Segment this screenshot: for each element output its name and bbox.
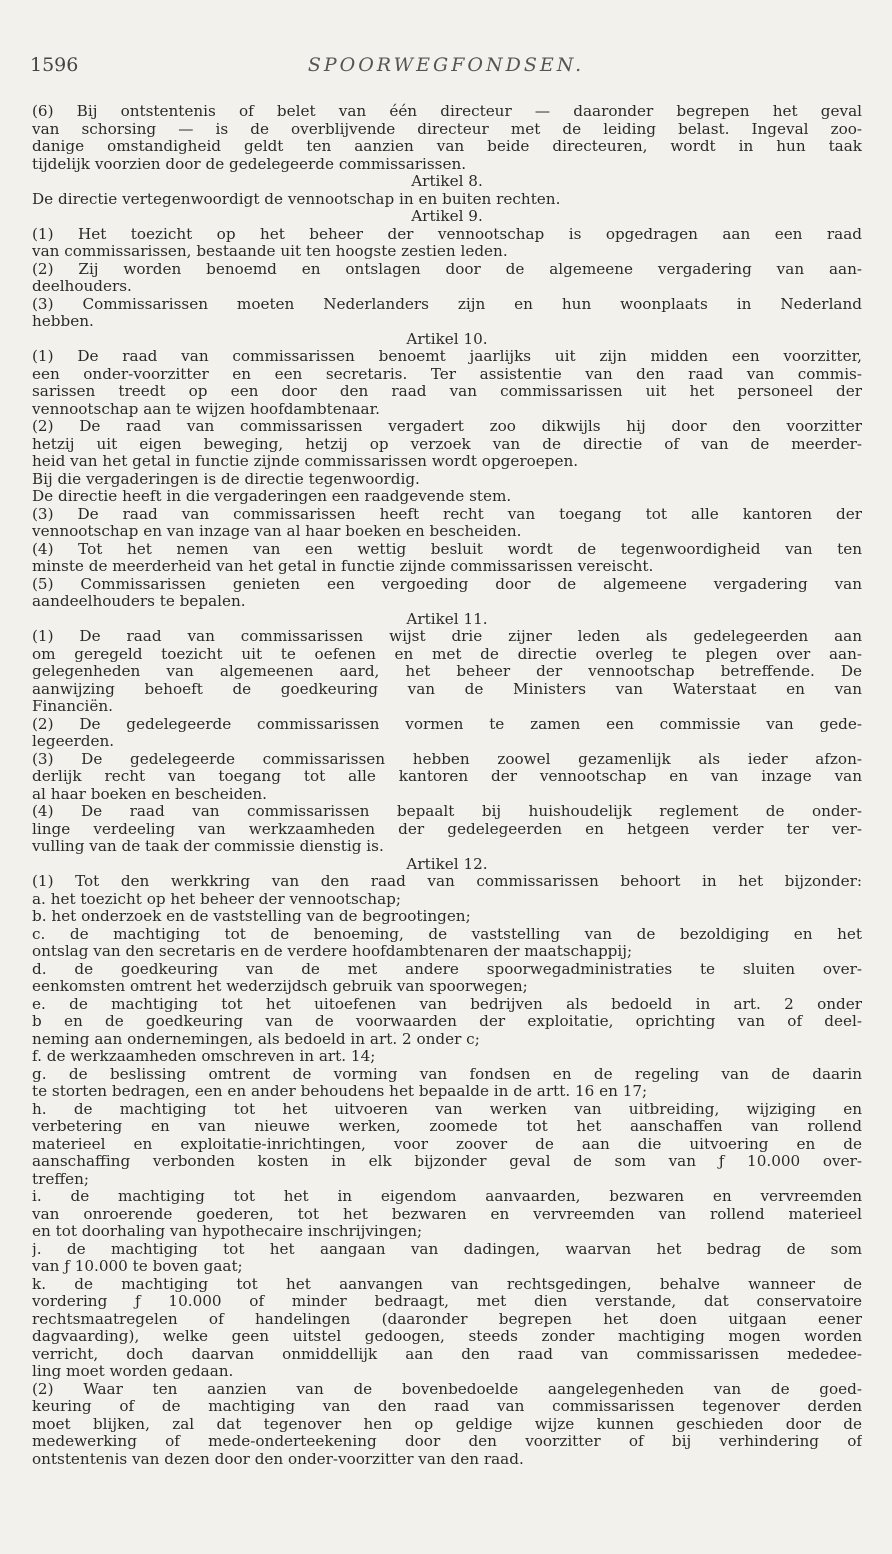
text-line: Bij die vergaderingen is de directie tegenwoordig. xyxy=(32,470,420,488)
text-line: vulling van de taak der commissie dienstig is. xyxy=(32,838,384,855)
text-line: verricht, doch daarvan onmiddellijk aan den raad van commissarissen mededee- xyxy=(32,1345,862,1363)
text-line: te storten bedragen, een en ander behoudens het bepaalde in de artt. 16 en 17; xyxy=(32,1083,648,1100)
text-line: Financiën. xyxy=(32,698,113,715)
running-title: SPOORWEGFONDSEN. xyxy=(307,54,585,76)
text-line: legeerden. xyxy=(32,733,115,750)
article-heading: Artikel 8. xyxy=(411,173,483,190)
text-line: treffen; xyxy=(32,1170,90,1188)
text-line: vennootschap en van inzage van al haar boeken en bescheiden. xyxy=(32,523,522,540)
text-line: van schorsing — is de overblijvende directeur met de leiding belast. Ingeval zoo- xyxy=(32,120,862,138)
page-header xyxy=(30,54,862,84)
text-line: verbetering en van nieuwe werken, zoomede tot het aanschaffen van rollend xyxy=(32,1118,862,1135)
text-line: een onder-voorzitter en een secretaris. Ter assistentie van den raad van commis- xyxy=(32,365,862,383)
text-line: h. de machtiging tot het uitvoeren van werken van uitbreiding, wijziging en xyxy=(32,1100,862,1118)
text-line: (1) Tot den werkkring van den raad van commissarissen behoort in het bijzonder: xyxy=(32,873,862,890)
text-line: al haar boeken en bescheiden. xyxy=(32,785,267,803)
text-line: dagvaarding), welke geen uitstel gedoogen, steeds zonder machtiging mogen worden xyxy=(32,1328,862,1345)
text-line: (2) De raad van commissarissen vergadert zoo dikwijls hij door den voorzitter xyxy=(32,418,862,435)
text-line: ontstentenis van dezen door den onder-voorzitter van den raad. xyxy=(32,1450,524,1468)
text-line: (3) De raad van commissarissen heeft recht van toegang tot alle kantoren der xyxy=(32,505,862,523)
article-heading: Artikel 11. xyxy=(406,610,488,628)
text-line: minste de meerderheid van het getal in functie zijnde commissarissen vereischt. xyxy=(32,558,654,575)
text-line: (3) De gedelegeerde commissarissen hebben zoowel gezamenlijk als ieder afzon- xyxy=(32,750,862,768)
text-line: ling moet worden gedaan. xyxy=(32,1363,234,1380)
text-line: (6) Bij ontstentenis of belet van één directeur — daaronder begrepen het geval xyxy=(32,103,862,120)
text-line: f. de werkzaamheden omschreven in art. 14; xyxy=(32,1048,376,1065)
text-line: vordering ƒ 10.000 of minder bedraagt, met dien verstande, dat conservatoire xyxy=(32,1293,862,1310)
text-line: (2) De gedelegeerde commissarissen vormen te zamen een commissie van gede- xyxy=(32,715,862,733)
text-line: i. de machtiging tot het in eigendom aanvaarden, bezwaren en vervreemden xyxy=(32,1188,862,1205)
text-line: neming aan ondernemingen, als bedoeld in art. 2 onder c; xyxy=(32,1030,480,1048)
text-line: k. de machtiging tot het aanvangen van rechtsgedingen, behalve wanneer de xyxy=(32,1275,862,1293)
text-line: van ƒ 10.000 te boven gaat; xyxy=(32,1258,243,1275)
text-line: hetzij uit eigen beweging, hetzij op verzoek van de directie of van de meerder- xyxy=(32,435,862,453)
text-line: (3) Commissarissen moeten Nederlanders zijn en hun woonplaats in Nederland xyxy=(32,295,862,313)
text-line: danige omstandigheid geldt ten aanzien van beide directeuren, wordt in hun taak xyxy=(32,138,862,155)
text-line: (1) De raad van commissarissen wijst drie zijner leden als gedelegeerden aan xyxy=(32,628,862,645)
text-line: deelhouders. xyxy=(32,278,132,295)
text-line: (5) Commissarissen genieten een vergoeding door de algemeene vergadering van xyxy=(32,575,862,593)
text-line: moet blijken, zal dat tegenover hen op geldige wijze kunnen geschieden door de xyxy=(32,1415,862,1433)
text-line: keuring of de machtiging van den raad van commissarissen tegenover derden xyxy=(32,1398,862,1415)
text-line: De directie vertegenwoordigt de vennootschap in en buiten rechten. xyxy=(32,190,561,208)
text-line: medewerking of mede-onderteekening door den voorzitter of bij verhindering of xyxy=(32,1433,862,1450)
text-line: b. het onderzoek en de vaststelling van de begrootingen; xyxy=(32,908,471,925)
text-line: (2) Zij worden benoemd en ontslagen door de algemeene vergadering van aan- xyxy=(32,260,862,278)
text-line: heid van het getal in functie zijnde commissarissen wordt opgeroepen. xyxy=(32,453,579,470)
text-line: en tot doorhaling van hypothecaire inschrijvingen; xyxy=(32,1223,423,1240)
text-line: ontslag van den secretaris en de verdere hoofdambtenaren der maatschappij; xyxy=(32,943,633,960)
article-heading: Artikel 9. xyxy=(411,208,483,225)
text-line: j. de machtiging tot het aangaan van dadingen, waarvan het bedrag de som xyxy=(32,1240,862,1258)
text-line: van commissarissen, bestaande uit ten hoogste zestien leden. xyxy=(32,243,508,260)
text-line: tijdelijk voorzien door de gedelegeerde commissarissen. xyxy=(32,155,467,173)
text-line: (4) De raad van commissarissen bepaalt bij huishoudelijk reglement de onder- xyxy=(32,803,862,820)
text-line: c. de machtiging tot de benoeming, de vaststelling van de bezoldiging en het xyxy=(32,925,862,943)
text-line: a. het toezicht op het beheer der vennootschap; xyxy=(32,890,401,908)
text-line: rechtsmaatregelen of handelingen (daaronder begrepen het doen uitgaan eener xyxy=(32,1310,862,1328)
text-line: eenkomsten omtrent het wederzijdsch gebruik van spoorwegen; xyxy=(32,978,528,995)
text-line: g. de beslissing omtrent de vorming van fondsen en de regeling van de daarin xyxy=(32,1065,862,1083)
text-line: hebben. xyxy=(32,313,94,330)
text-line: (4) Tot het nemen van een wettig besluit wordt de tegenwoordigheid van ten xyxy=(32,540,862,558)
text-line: derlijk recht van toegang tot alle kantoren der vennootschap en van inzage van xyxy=(32,768,862,785)
page-number: 1596 xyxy=(30,54,79,76)
text-line: aanwijzing behoeft de goedkeuring van de Ministers van Waterstaat en van xyxy=(32,680,862,698)
text-line: vennootschap aan te wijzen hoofdambtenaar. xyxy=(32,400,380,418)
text-line: (1) Het toezicht op het beheer der vennootschap is opgedragen aan een raad xyxy=(32,225,862,243)
text-line: materieel en exploitatie-inrichtingen, voor zoover de aan die uitvoering en de xyxy=(32,1135,862,1153)
text-line: om geregeld toezicht uit te oefenen en met de directie overleg te plegen over aan- xyxy=(32,645,862,663)
article-heading: Artikel 10. xyxy=(406,330,488,348)
text-line: d. de goedkeuring van de met andere spoorwegadministraties te sluiten over- xyxy=(32,960,862,978)
text-line: b en de goedkeuring van de voorwaarden der exploitatie, oprichting van of deel- xyxy=(32,1013,862,1030)
document-body xyxy=(32,103,862,1468)
text-line: e. de machtiging tot het uitoefenen van bedrijven als bedoeld in art. 2 onder xyxy=(32,995,862,1013)
text-line: (1) De raad van commissarissen benoemt jaarlijks uit zijn midden een voorzitter, xyxy=(32,348,862,365)
article-heading: Artikel 12. xyxy=(406,855,488,873)
text-line: aandeelhouders te bepalen. xyxy=(32,593,246,610)
text-line: (2) Waar ten aanzien van de bovenbedoelde aangelegenheden van de goed- xyxy=(32,1380,862,1398)
text-line: gelegenheden van algemeenen aard, het beheer der vennootschap betreffende. De xyxy=(32,663,862,680)
text-line: sarissen treedt op een door den raad van commissarissen uit het personeel der xyxy=(32,383,862,400)
text-line: van onroerende goederen, tot het bezwaren en vervreemden van rollend materieel xyxy=(32,1205,862,1223)
text-line: linge verdeeling van werkzaamheden der gedelegeerden en hetgeen verder ter ver- xyxy=(32,820,862,838)
text-line: De directie heeft in die vergaderingen een raadgevende stem. xyxy=(32,488,512,505)
text-line: aanschaffing verbonden kosten in elk bijzonder geval de som van ƒ 10.000 over- xyxy=(32,1153,862,1170)
